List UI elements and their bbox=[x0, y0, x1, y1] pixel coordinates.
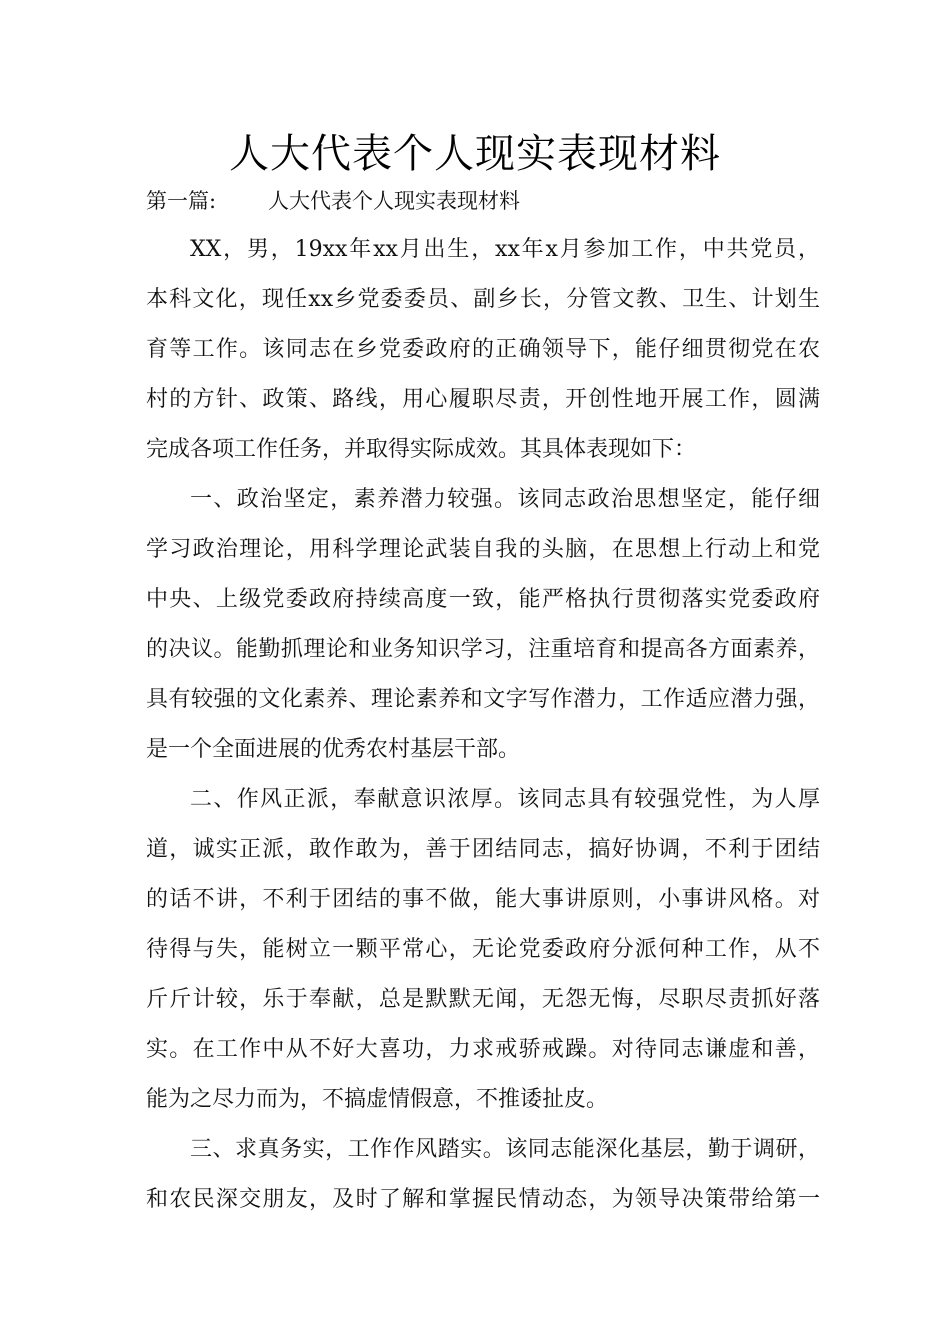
text-line: 待得与失，能树立一颗平常心，无论党委政府分派何种工作，从不 bbox=[146, 937, 820, 962]
text-line: 学习政治理论，用科学理论武装自我的头脑，在思想上行动上和党 bbox=[146, 537, 820, 562]
text-line: 是一个全面进展的优秀农村基层干部。 bbox=[146, 737, 521, 762]
document-subtitle bbox=[146, 186, 520, 216]
text-line: 的话不讲，不利于团结的事不做，能大事讲原则，小事讲风格。对 bbox=[146, 887, 820, 912]
subtitle-label: 第一篇: bbox=[146, 189, 217, 213]
text-line: 具有较强的文化素养、理论素养和文字写作潜力，工作适应潜力强， bbox=[146, 687, 820, 712]
text-line: 的决议。能勤抓理论和业务知识学习，注重培育和提高各方面素养， bbox=[146, 637, 820, 662]
text-line: 斤斤计较，乐于奉献，总是默默无闻，无怨无悔，尽职尽责抓好落 bbox=[146, 987, 820, 1012]
subtitle-text: 人大代表个人现实表现材料 bbox=[268, 189, 520, 213]
text-line: 道，诚实正派，敢作敢为，善于团结同志，搞好协调，不利于团结 bbox=[146, 837, 820, 862]
text-line: 二、作风正派，奉献意识浓厚。该同志具有较强党性，为人厚 bbox=[190, 787, 820, 812]
text-line: 和农民深交朋友，及时了解和掌握民情动态，为领导决策带给第一 bbox=[146, 1187, 820, 1212]
text-line: 育等工作。该同志在乡党委政府的正确领导下，能仔细贯彻党在农 bbox=[146, 337, 820, 362]
document-title: 人大代表个人现实表现材料 bbox=[229, 131, 721, 177]
text-line: 村的方针、政策、路线，用心履职尽责，开创性地开展工作，圆满 bbox=[146, 387, 820, 412]
text-line: 完成各项工作任务，并取得实际成效。其具体表现如下： bbox=[146, 437, 697, 462]
text-line: 能为之尽力而为，不搞虚情假意，不推诿扯皮。 bbox=[146, 1087, 609, 1112]
text-line: XX，男，19xx年xx月出生，xx年x月参加工作，中共党员， bbox=[190, 237, 820, 262]
text-line: 三、求真务实，工作作风踏实。该同志能深化基层，勤于调研， bbox=[190, 1137, 820, 1162]
text-line: 本科文化，现任xx乡党委委员、副乡长，分管文教、卫生、计划生 bbox=[146, 287, 820, 312]
text-line: 一、政治坚定，素养潜力较强。该同志政治思想坚定，能仔细 bbox=[190, 487, 820, 512]
text-line: 实。在工作中从不好大喜功，力求戒骄戒躁。对待同志谦虚和善， bbox=[146, 1037, 820, 1062]
text-line: 中央、上级党委政府持续高度一致，能严格执行贯彻落实党委政府 bbox=[146, 587, 820, 612]
